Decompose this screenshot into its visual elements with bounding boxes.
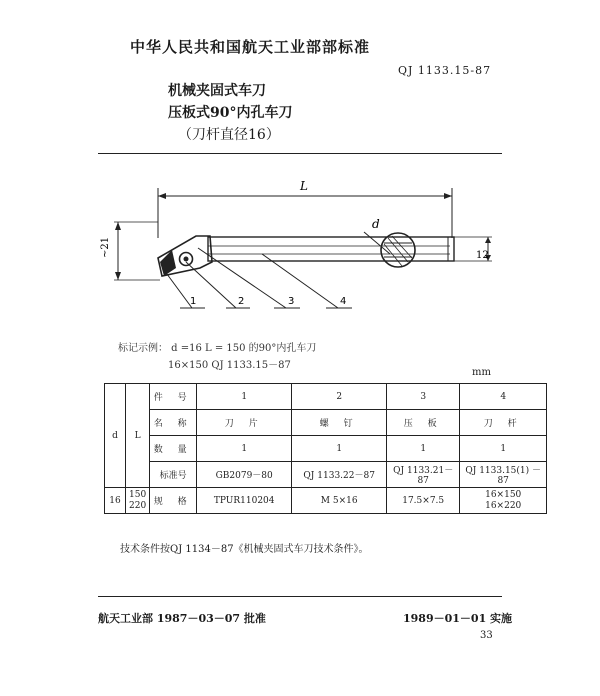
dim-right-label: 12 <box>476 250 489 261</box>
tool-drawing <box>0 0 600 340</box>
cell-qty-1: 1 <box>197 436 292 462</box>
label-part-no: 件 号 <box>150 384 197 410</box>
cell-no-4: 4 <box>460 384 547 410</box>
cell-spec-2: M 5×16 <box>292 488 387 514</box>
effective-line: 1989－01－01 实施 <box>403 612 513 625</box>
cell-name-3: 压 板 <box>387 410 460 436</box>
L-value-220: 220 <box>129 500 147 511</box>
dim-d-label: d <box>372 217 380 231</box>
table-row <box>105 410 547 436</box>
title-line-1: 机械夹固式车刀 <box>168 83 266 99</box>
cell-std-4: QJ 1133.15(1) －87 <box>460 462 547 488</box>
marking-example-line-2: 16×150 QJ 1133.15－87 <box>168 360 291 371</box>
cell-spec-1: TPUR110204 <box>197 488 292 514</box>
callout-2: 2 <box>238 296 245 307</box>
dim-left-label: ~21 <box>100 236 111 258</box>
unit-label: mm <box>472 367 491 378</box>
label-qty: 数 量 <box>150 436 197 462</box>
cell-std-1: GB2079－80 <box>197 462 292 488</box>
cell-std-3: QJ 1133.21－87 <box>387 462 460 488</box>
cell-name-4: 刀 杆 <box>460 410 547 436</box>
callout-1: 1 <box>190 296 197 307</box>
table-row <box>105 488 547 514</box>
issuing-organization: 中华人民共和国航天工业部部标准 <box>130 38 371 56</box>
cell-no-2: 2 <box>292 384 387 410</box>
title-line-3: （刀杆直径16） <box>178 127 280 143</box>
label-standard: 标准号 <box>150 462 197 488</box>
parts-table <box>104 383 547 514</box>
spec-4-b: 16×220 <box>485 500 522 511</box>
label-spec: 规 格 <box>150 488 197 514</box>
cell-L-values <box>126 488 150 514</box>
table-row <box>105 384 547 410</box>
table-row <box>105 462 547 488</box>
cell-no-3: 3 <box>387 384 460 410</box>
approval-line: 航天工业部 1987－03－07 批准 <box>98 612 266 625</box>
table-row <box>105 436 547 462</box>
standard-code: QJ 1133.15-87 <box>398 64 492 77</box>
title-line-2: 压板式90°内孔车刀 <box>168 105 293 121</box>
d-header: d <box>105 384 126 488</box>
L-header: L <box>126 384 150 488</box>
cell-qty-4: 1 <box>460 436 547 462</box>
cell-d-value: 16 <box>105 488 126 514</box>
cell-spec-4 <box>460 488 547 514</box>
L-value-150: 150 <box>129 489 147 500</box>
cell-name-2: 螺 钉 <box>292 410 387 436</box>
bottom-rule <box>98 596 502 597</box>
cell-name-1: 刀 片 <box>197 410 292 436</box>
dim-L-label: L <box>300 179 308 193</box>
page-number: 33 <box>480 630 493 641</box>
cell-qty-2: 1 <box>292 436 387 462</box>
cell-std-2: QJ 1133.22－87 <box>292 462 387 488</box>
cell-no-1: 1 <box>197 384 292 410</box>
marking-example-line-1: 标记示例： d =16 L = 150 的90°内孔车刀 <box>118 343 317 354</box>
label-name: 名 称 <box>150 410 197 436</box>
cell-qty-3: 1 <box>387 436 460 462</box>
callout-4: 4 <box>340 296 347 307</box>
spec-4-a: 16×150 <box>485 489 522 500</box>
technical-conditions-note: 技术条件按QJ 1134－87《机械夹固式车刀技术条件》。 <box>120 544 369 555</box>
cell-spec-3: 17.5×7.5 <box>387 488 460 514</box>
callout-3: 3 <box>288 296 295 307</box>
